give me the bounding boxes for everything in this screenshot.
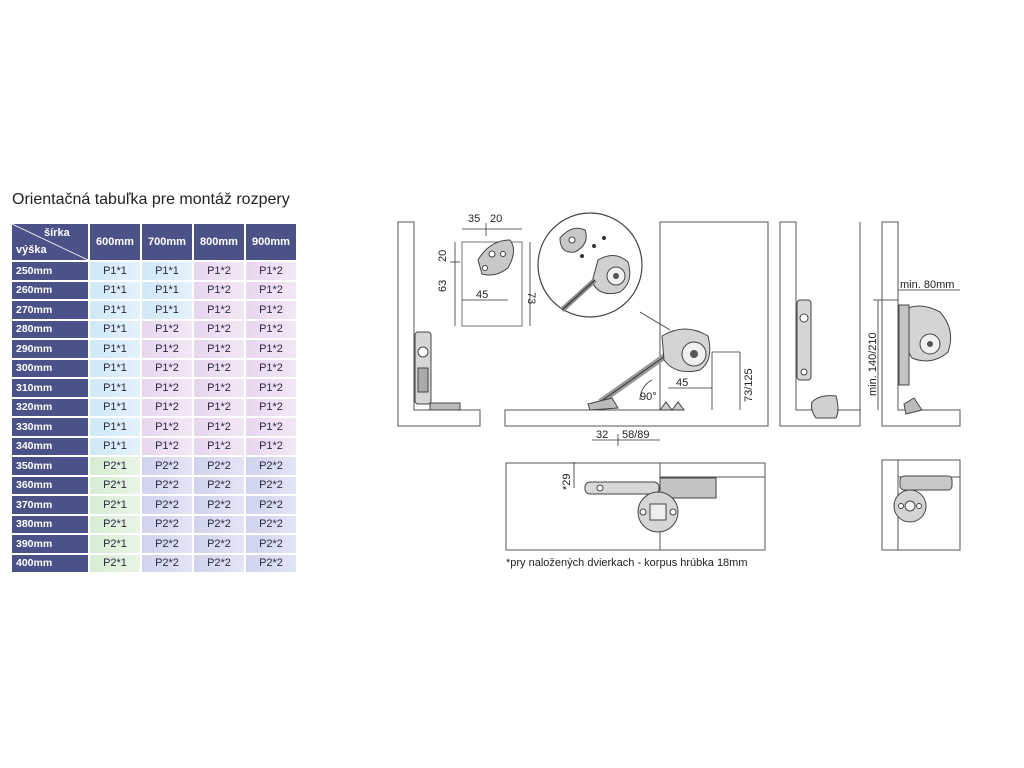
table-cell: P1*2	[142, 321, 192, 339]
table-cell: P2*2	[246, 555, 296, 573]
footnote: *pry naložených dvierkach - korpus hrúbka 18mm	[506, 557, 748, 569]
table-cell: P2*2	[246, 516, 296, 534]
row-header: 290mm	[12, 340, 88, 358]
row-header: 400mm	[12, 555, 88, 573]
table-row	[12, 516, 296, 534]
table-cell: P1*2	[246, 301, 296, 319]
column-header-900: 900mm	[246, 224, 296, 260]
table-cell: P2*1	[90, 496, 140, 514]
table-cell: P1*2	[246, 360, 296, 378]
table-cell: P1*2	[246, 418, 296, 436]
hinge-mechanism-right-icon	[797, 300, 838, 418]
dim-bottom-a: 32	[596, 429, 609, 441]
table-cell: P2*1	[90, 457, 140, 475]
table-cell: P1*1	[90, 340, 140, 358]
table-cell: P2*2	[246, 496, 296, 514]
table-cell: P1*1	[90, 321, 140, 339]
dim-plate-left-big: 63	[437, 279, 449, 292]
table-row	[12, 477, 296, 495]
table-cell: P2*2	[142, 535, 192, 553]
row-header: 300mm	[12, 360, 88, 378]
column-header-600: 600mm	[90, 224, 140, 260]
table-cell: P1*1	[90, 438, 140, 456]
table-row	[12, 555, 296, 573]
row-header: 360mm	[12, 477, 88, 495]
table-cell: P1*2	[142, 438, 192, 456]
row-header: 260mm	[12, 282, 88, 300]
table-row	[12, 438, 296, 456]
corner-width-label: šírka	[44, 227, 70, 239]
table-cell: P1*2	[246, 399, 296, 417]
table-cell: P1*2	[142, 399, 192, 417]
row-header: 330mm	[12, 418, 88, 436]
row-header: 340mm	[12, 438, 88, 456]
dim-min-height: min. 140/210	[867, 332, 879, 396]
table-cell: P2*1	[90, 477, 140, 495]
table-row	[12, 399, 296, 417]
table-row	[12, 535, 296, 553]
table-row	[12, 418, 296, 436]
detail-magnifier-icon	[538, 213, 670, 330]
bottom-view-frame	[506, 463, 765, 550]
table-cell: P2*2	[142, 555, 192, 573]
dim-lower: *29	[561, 473, 573, 490]
table-cell: P1*1	[90, 262, 140, 280]
table-cell: P2*2	[194, 496, 244, 514]
lid-stay-compact-icon	[899, 305, 951, 414]
table-cell: P1*1	[142, 262, 192, 280]
table-cell: P2*2	[142, 516, 192, 534]
table-cell: P1*2	[246, 282, 296, 300]
table-cell: P2*2	[194, 516, 244, 534]
table-row	[12, 360, 296, 378]
table-row	[12, 379, 296, 397]
table-row	[12, 496, 296, 514]
mounting-plate-icon	[478, 240, 514, 275]
dim-bottom-b: 58/89	[622, 429, 650, 441]
table-cell: P1*2	[142, 340, 192, 358]
table-cell: P1*1	[142, 301, 192, 319]
page-title: Orientačná tabuľka pre montáž rozpery	[12, 191, 290, 208]
table-cell: P2*2	[246, 535, 296, 553]
dim-plate-top-a: 35	[468, 213, 481, 225]
row-header: 380mm	[12, 516, 88, 534]
row-header: 310mm	[12, 379, 88, 397]
table-cell: P1*2	[246, 321, 296, 339]
table-cell: P2*2	[246, 477, 296, 495]
table-cell: P2*2	[246, 457, 296, 475]
column-header-800: 800mm	[194, 224, 244, 260]
table-cell: P2*2	[142, 496, 192, 514]
table-cell: P1*2	[194, 301, 244, 319]
table-header-row	[12, 224, 296, 260]
bottom-view-mechanism-icon	[585, 478, 716, 532]
table-cell: P1*2	[246, 379, 296, 397]
table-cell: P2*2	[142, 457, 192, 475]
table-cell: P1*1	[90, 282, 140, 300]
table-cell: P1*1	[90, 399, 140, 417]
table-corner-header	[12, 224, 88, 260]
table-cell: P2*2	[194, 477, 244, 495]
table-cell: P2*1	[90, 555, 140, 573]
table-cell: P2*2	[142, 477, 192, 495]
row-header: 250mm	[12, 262, 88, 280]
dim-plate-bottom: 45	[476, 289, 489, 301]
table-cell: P1*2	[142, 379, 192, 397]
table-cell: P1*2	[246, 438, 296, 456]
column-header-700: 700mm	[142, 224, 192, 260]
row-header: 320mm	[12, 399, 88, 417]
table-cell: P1*1	[90, 418, 140, 436]
table-cell: P1*2	[246, 340, 296, 358]
table-cell: P1*2	[194, 282, 244, 300]
table-cell: P1*2	[194, 438, 244, 456]
table-row	[12, 282, 296, 300]
dim-plate-left-small: 20	[437, 249, 449, 262]
table-cell: P1*2	[194, 399, 244, 417]
cabinet-panel-right	[780, 222, 860, 426]
mounting-table	[10, 222, 298, 574]
dim-plate-right: 73	[525, 292, 537, 305]
table-cell: P1*1	[90, 360, 140, 378]
table-cell: P1*2	[246, 262, 296, 280]
dim-vertical: 73/125	[743, 368, 755, 402]
corner-height-label: výška	[16, 244, 47, 256]
table-cell: P1*2	[142, 360, 192, 378]
table-cell: P1*1	[90, 379, 140, 397]
row-header: 370mm	[12, 496, 88, 514]
table-cell: P2*2	[194, 555, 244, 573]
row-header: 280mm	[12, 321, 88, 339]
table-cell: P1*2	[194, 418, 244, 436]
table-row	[12, 457, 296, 475]
table-row	[12, 262, 296, 280]
table-cell: P2*2	[194, 535, 244, 553]
table-cell: P1*2	[194, 340, 244, 358]
table-cell: P1*2	[194, 321, 244, 339]
table-cell: P1*1	[142, 282, 192, 300]
table-cell: P1*2	[194, 360, 244, 378]
table-cell: P2*1	[90, 516, 140, 534]
row-header: 350mm	[12, 457, 88, 475]
hinge-mechanism-left-icon	[415, 332, 460, 410]
side-view-mechanism-icon	[894, 476, 952, 522]
dim-plate-top-b: 20	[490, 213, 503, 225]
dim-angle: 90°	[640, 391, 657, 403]
table-cell: P1*2	[194, 379, 244, 397]
row-header: 270mm	[12, 301, 88, 319]
table-row	[12, 340, 296, 358]
table-row	[12, 321, 296, 339]
dim-horizontal: 45	[676, 377, 689, 389]
dim-min-width: min. 80mm	[900, 279, 955, 291]
table-cell: P1*2	[142, 418, 192, 436]
table-row	[12, 301, 296, 319]
table-cell: P2*2	[194, 457, 244, 475]
table-body	[12, 262, 296, 572]
table-cell: P1*1	[90, 301, 140, 319]
row-header: 390mm	[12, 535, 88, 553]
table-cell: P1*2	[194, 262, 244, 280]
table-cell: P2*1	[90, 535, 140, 553]
mounting-diagram	[390, 205, 990, 555]
